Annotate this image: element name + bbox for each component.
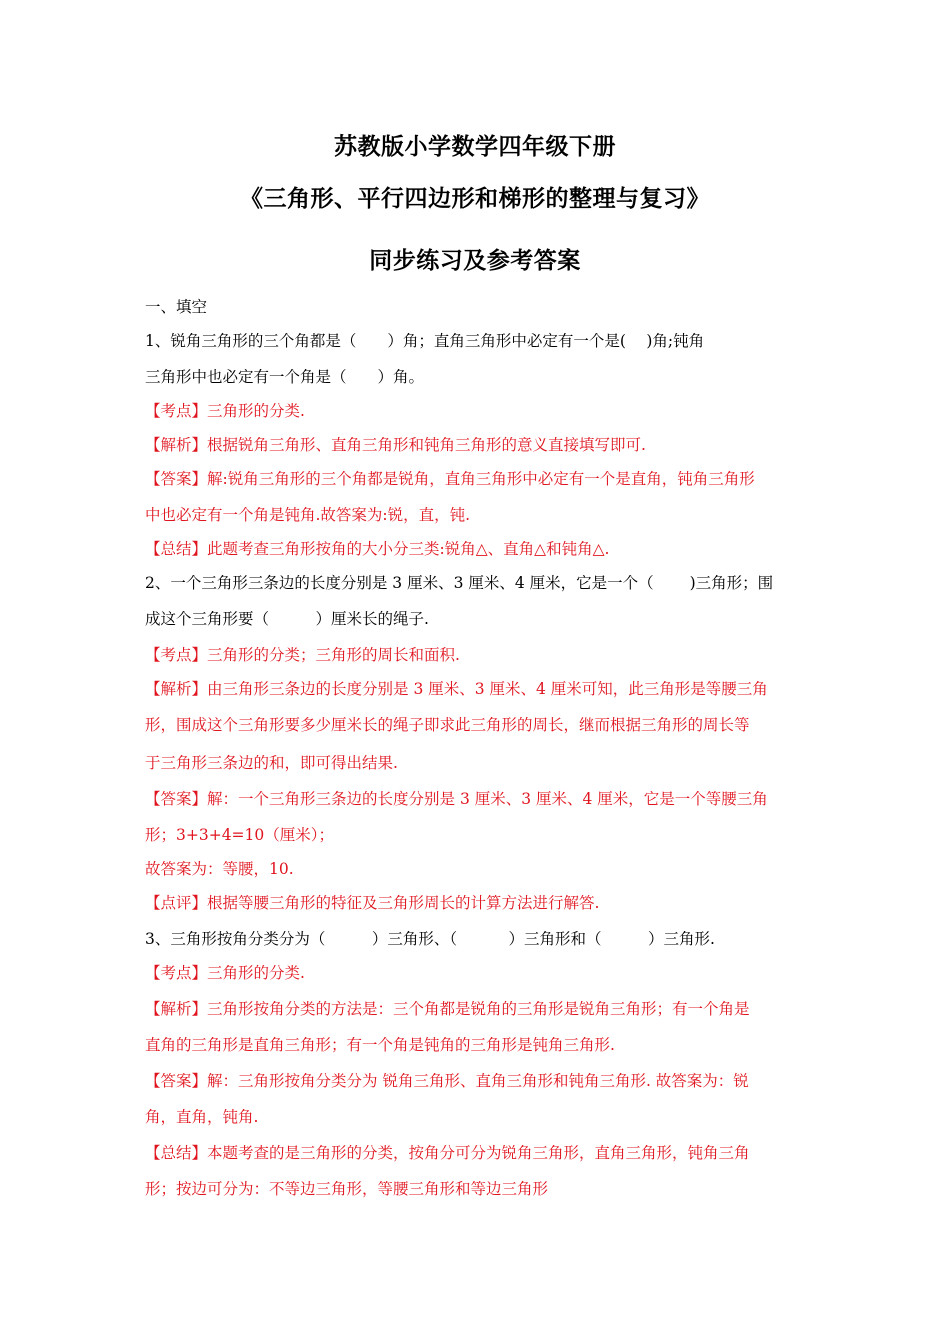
q3-kaodian-tag: 【考点】 (145, 964, 208, 982)
q2-jiexi-text-1: 由三角形三条边的长度分别是 3 厘米、3 厘米、4 厘米可知，此三角形是等腰三角 (207, 680, 768, 698)
q3-daan-text-1: 解：三角形按角分类分为 锐角三角形、直角三角形和钝角三角形. 故答案为：锐 (207, 1072, 749, 1090)
q3-jiexi-line-1 (145, 998, 810, 1020)
q3-kaodian (145, 962, 810, 984)
q2-dianping (145, 892, 810, 914)
q1-text-line-2: 三角形中也必定有一个角是（ ）角。 (145, 368, 425, 386)
q3-daan-line-2: 角，直角，钝角. (145, 1108, 259, 1126)
title-line-3: 同步练习及参考答案 (369, 248, 581, 274)
q2-text-line-1: 2、一个三角形三条边的长度分别是 3 厘米、3 厘米、4 厘米，它是一个（ )三角形；围 (145, 574, 774, 592)
q3-jiexi-tag: 【解析】 (145, 1000, 208, 1018)
q3-text-line-1: 3、三角形按角分类分为（ ）三角形、（ ）三角形和（ ）三角形. (145, 930, 715, 948)
q3-daan-tag: 【答案】 (145, 1072, 208, 1090)
q3-zongjie-line-2: 形；按边可分为：不等边三角形，等腰三角形和等边三角形 (145, 1180, 549, 1198)
q1-jiexi (145, 434, 810, 456)
q1-text-line-1: 1、锐角三角形的三个角都是（ ）角；直角三角形中必定有一个是( )角;钝角 (145, 332, 705, 350)
q2-kaodian (145, 644, 810, 666)
title-line-1: 苏教版小学数学四年级下册 (334, 134, 616, 160)
q1-daan-line-1 (145, 468, 810, 490)
section-heading: 一、填空 (145, 298, 208, 316)
q2-kaodian-text: 三角形的分类；三角形的周长和面积. (207, 646, 460, 664)
q3-kaodian-text: 三角形的分类. (207, 964, 305, 982)
q1-zongjie-text: 此题考查三角形按角的大小分三类:锐角△、直角△和钝角△. (207, 540, 610, 558)
q2-jiexi-line-3: 于三角形三条边的和，即可得出结果. (145, 754, 398, 772)
q2-daan-line-3: 故答案为：等腰，10. (145, 860, 294, 878)
q2-daan-line-2: 形；3+3+4=10（厘米）； (145, 826, 335, 844)
q2-daan-tag: 【答案】 (145, 790, 208, 808)
q3-daan-line-1 (145, 1070, 810, 1092)
q1-zongjie (145, 538, 810, 560)
q1-kaodian-text: 三角形的分类. (207, 402, 305, 420)
q2-jiexi-line-1 (145, 678, 810, 700)
q1-daan-text-1: 解:锐角三角形的三个角都是锐角，直角三角形中必定有一个是直角，钝角三角形 (207, 470, 755, 488)
q3-zongjie-line-1 (145, 1142, 810, 1164)
q3-jiexi-text-1: 三角形按角分类的方法是：三个角都是锐角的三角形是锐角三角形；有一个角是 (207, 1000, 750, 1018)
q3-jiexi-line-2: 直角的三角形是直角三角形；有一个角是钝角的三角形是钝角三角形. (145, 1036, 615, 1054)
q1-daan-tag: 【答案】 (145, 470, 208, 488)
q1-daan-line-2: 中也必定有一个角是钝角.故答案为:锐，直，钝. (145, 506, 471, 524)
q2-jiexi-tag: 【解析】 (145, 680, 208, 698)
q1-jiexi-tag: 【解析】 (145, 436, 208, 454)
q2-kaodian-tag: 【考点】 (145, 646, 208, 664)
q1-kaodian (145, 400, 810, 422)
q3-zongjie-text-1: 本题考查的是三角形的分类，按角分可分为锐角三角形，直角三角形，钝角三角 (207, 1144, 750, 1162)
q3-zongjie-tag: 【总结】 (145, 1144, 208, 1162)
q2-daan-text-1: 解：一个三角形三条边的长度分别是 3 厘米、3 厘米、4 厘米，它是一个等腰三角 (207, 790, 768, 808)
q1-kaodian-tag: 【考点】 (145, 402, 208, 420)
q1-jiexi-text: 根据锐角三角形、直角三角形和钝角三角形的意义直接填写即可. (207, 436, 646, 454)
q2-jiexi-line-2: 形，围成这个三角形要多少厘米长的绳子即求此三角形的周长，继而根据三角形的周长等 (145, 716, 750, 734)
q2-dianping-text: 根据等腰三角形的特征及三角形周长的计算方法进行解答. (207, 894, 600, 912)
title-line-2: 《三角形、平行四边形和梯形的整理与复习》 (240, 186, 710, 212)
q1-zongjie-tag: 【总结】 (145, 540, 208, 558)
q2-daan-line-1 (145, 788, 810, 810)
q2-dianping-tag: 【点评】 (145, 894, 208, 912)
q2-text-line-2: 成这个三角形要（ ）厘米长的绳子. (145, 610, 429, 628)
